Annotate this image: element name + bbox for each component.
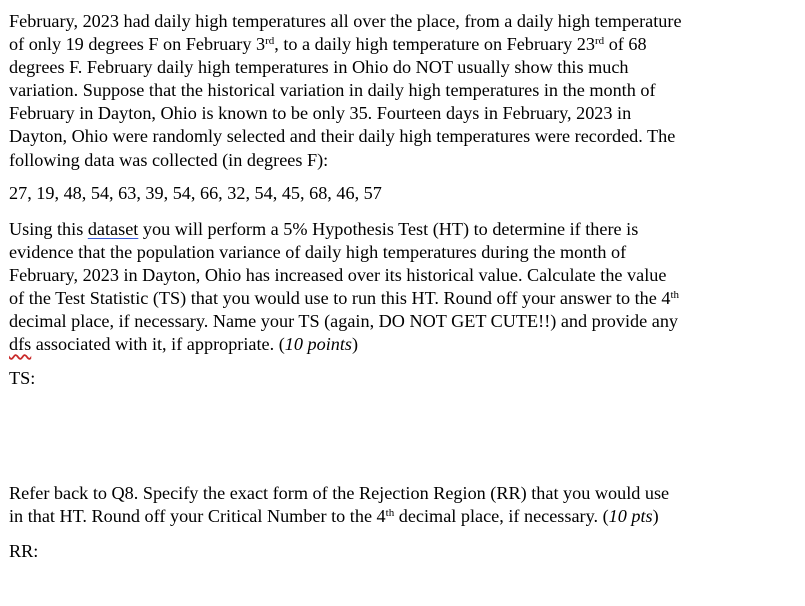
text-line: February, 2023 had daily high temperatures all over the place, from a daily high temperature [9,11,682,31]
answer-label: TS: [9,368,36,388]
superscript: th [385,507,395,520]
text-line: following data was collected (in degrees F): [9,149,329,170]
text-line: Dayton, Ohio were randomly selected and their daily high temperatures were recorded. The [9,126,676,147]
text-line: Using this [9,219,88,239]
text-line: decimal place, if necessary. ( [394,506,609,527]
text-line: ) [652,506,659,527]
superscript: rd [265,35,275,48]
dataset-list: 27, 19, 48, 54, 63, 39, 54, 66, 32, 54, 45, 68, 46, 57 [9,183,382,203]
dfs-word: dfs [9,334,32,355]
text-line: in that HT. Round off your Critical Number to the 4 [9,506,386,527]
text-line: February, 2023 in Dayton, Ohio has increased over its historical value. Calculate the value [9,265,667,286]
dataset-word: dataset [87,219,139,239]
text-line: degrees F. February daily high temperatures in Ohio do NOT usually show this much [9,57,629,78]
points-label: 10 pts [608,506,653,527]
text-line: ) [351,334,359,355]
question-paragraph-temperatures [9,10,799,172]
text-line: evidence that the population variance of daily high temperatures during the month of [9,242,627,263]
text-line: February in Dayton, Ohio is known to be only 35. Fourteen days in February, 2023 in [9,103,632,124]
text-line: , to a daily high temperature on February 23 [274,34,595,55]
question-paragraph-test-statistic [9,218,799,357]
superscript: th [670,289,680,302]
text-line: Refer back to Q8. Specify the exact form of the Rejection Region (RR) that you would use [9,483,670,503]
text-line: of only 19 degrees F on February 3 [9,34,266,55]
points-label: 10 points [284,334,352,355]
answer-label: RR: [9,541,39,561]
text-line: variation. Suppose that the historical variation in daily high temperatures in the month of [9,80,656,101]
question-paragraph-rejection-region [9,482,799,528]
text-line: you will perform a 5% Hypothesis Test (HT) to determine if there is [138,219,639,239]
ts-answer-label [9,367,799,390]
rr-answer-label [9,540,799,563]
dataset-values [9,182,799,205]
text-line: associated with it, if appropriate. ( [31,334,285,355]
text-line: of the Test Statistic (TS) that you would use to run this HT. Round off your answer to the 4 [9,288,671,309]
text-line: decimal place, if necessary. Name your TS (again, DO NOT GET CUTE!!) and provide any [9,311,679,332]
superscript: rd [594,35,605,48]
text-line: of 68 [604,34,647,55]
